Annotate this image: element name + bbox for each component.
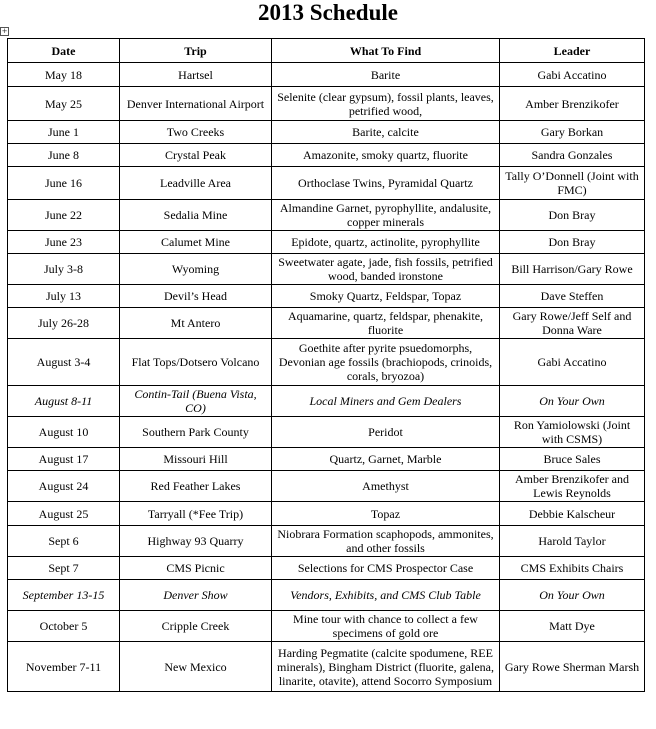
cell-trip: Contin-Tail (Buena Vista, CO) [120,386,272,417]
cell-what-to-find: Smoky Quartz, Feldspar, Topaz [272,285,500,308]
cell-what-to-find: Quartz, Garnet, Marble [272,448,500,471]
cell-what-to-find: Peridot [272,417,500,448]
cell-trip: Hartsel [120,63,272,87]
cell-date: July 13 [8,285,120,308]
cell-leader: Amber Brenzikofer and Lewis Reynolds [500,471,645,502]
column-header-trip: Trip [120,39,272,63]
cell-date: August 24 [8,471,120,502]
cell-date: September 13-15 [8,580,120,611]
cell-leader: Harold Taylor [500,526,645,557]
table-row [8,580,645,611]
cell-date: July 3-8 [8,254,120,285]
header-row [8,39,645,63]
cell-what-to-find: Aquamarine, quartz, feldspar, phenakite, fluorite [272,308,500,339]
cell-leader: Debbie Kalscheur [500,502,645,526]
cell-date: May 25 [8,87,120,121]
cell-what-to-find: Sweetwater agate, jade, fish fossils, petrified wood, banded ironstone [272,254,500,285]
cell-leader: Tally O’Donnell (Joint with FMC) [500,167,645,200]
cell-leader: On Your Own [500,580,645,611]
cell-trip: Cripple Creek [120,611,272,642]
cell-leader: CMS Exhibits Chairs [500,557,645,580]
table-row [8,285,645,308]
table-row [8,339,645,386]
cell-what-to-find: Local Miners and Gem Dealers [272,386,500,417]
cell-date: May 18 [8,63,120,87]
cell-leader: Gary Rowe Sherman Marsh [500,642,645,692]
cell-trip: Crystal Peak [120,144,272,167]
table-row [8,121,645,144]
cell-date: August 3-4 [8,339,120,386]
cell-leader: Dave Steffen [500,285,645,308]
cell-trip: Red Feather Lakes [120,471,272,502]
cell-trip: Two Creeks [120,121,272,144]
table-row [8,448,645,471]
cell-trip: Southern Park County [120,417,272,448]
table-row [8,63,645,87]
cell-leader: Bruce Sales [500,448,645,471]
table-row [8,167,645,200]
schedule-table [7,38,645,692]
cell-what-to-find: Orthoclase Twins, Pyramidal Quartz [272,167,500,200]
cell-trip: Sedalia Mine [120,200,272,231]
cell-what-to-find: Amazonite, smoky quartz, fluorite [272,144,500,167]
table-row [8,144,645,167]
cell-leader: Ron Yamiolowski (Joint with CSMS) [500,417,645,448]
table-row [8,386,645,417]
cell-leader: Amber Brenzikofer [500,87,645,121]
table-row [8,231,645,254]
cell-trip: Flat Tops/Dotsero Volcano [120,339,272,386]
page-title: 2013 Schedule [258,0,398,25]
cell-trip: Denver International Airport [120,87,272,121]
table-row [8,502,645,526]
cell-what-to-find: Topaz [272,502,500,526]
cell-date: November 7-11 [8,642,120,692]
cell-trip: Devil’s Head [120,285,272,308]
cell-leader: Matt Dye [500,611,645,642]
cell-what-to-find: Amethyst [272,471,500,502]
cell-trip: CMS Picnic [120,557,272,580]
cell-leader: Gabi Accatino [500,339,645,386]
cell-what-to-find: Barite [272,63,500,87]
cell-date: June 1 [8,121,120,144]
cell-trip: Wyoming [120,254,272,285]
column-header-what-to-find: What To Find [272,39,500,63]
cell-date: July 26-28 [8,308,120,339]
cell-date: August 25 [8,502,120,526]
cell-date: October 5 [8,611,120,642]
cell-leader: Don Bray [500,200,645,231]
table-row [8,642,645,692]
cell-trip: New Mexico [120,642,272,692]
column-header-leader: Leader [500,39,645,63]
cell-date: August 8-11 [8,386,120,417]
cell-trip: Calumet Mine [120,231,272,254]
table-row [8,611,645,642]
cell-what-to-find: Selenite (clear gypsum), fossil plants, leaves, petrified wood, [272,87,500,121]
cell-date: June 23 [8,231,120,254]
table-row [8,254,645,285]
cell-what-to-find: Epidote, quartz, actinolite, pyrophyllite [272,231,500,254]
cell-leader: Bill Harrison/Gary Rowe [500,254,645,285]
cell-what-to-find: Niobrara Formation scaphopods, ammonites, and other fossils [272,526,500,557]
cell-trip: Leadville Area [120,167,272,200]
cell-leader: Gary Rowe/Jeff Self and Donna Ware [500,308,645,339]
table-row [8,471,645,502]
cell-date: June 8 [8,144,120,167]
cell-leader: On Your Own [500,386,645,417]
cell-what-to-find: Selections for CMS Prospector Case [272,557,500,580]
table-row [8,557,645,580]
cell-trip: Tarryall (*Fee Trip) [120,502,272,526]
table-row [8,308,645,339]
cell-date: August 10 [8,417,120,448]
table-row [8,200,645,231]
cell-leader: Gary Borkan [500,121,645,144]
cell-what-to-find: Harding Pegmatite (calcite spodumene, REE minerals), Bingham District (fluorite, galena, linarite, otavite), attend Socorro Symposium [272,642,500,692]
cell-what-to-find: Almandine Garnet, pyrophyllite, andalusite, copper minerals [272,200,500,231]
cell-what-to-find: Goethite after pyrite psuedomorphs, Devonian age fossils (brachiopods, crinoids, corals, bryozoa) [272,339,500,386]
cell-date: Sept 7 [8,557,120,580]
column-header-date: Date [8,39,120,63]
cell-what-to-find: Mine tour with chance to collect a few specimens of gold ore [272,611,500,642]
cell-what-to-find: Vendors, Exhibits, and CMS Club Table [272,580,500,611]
cell-trip: Mt Antero [120,308,272,339]
cell-date: August 17 [8,448,120,471]
cell-date: June 22 [8,200,120,231]
table-move-handle-icon[interactable]: + [1,27,8,35]
cell-date: June 16 [8,167,120,200]
cell-date: Sept 6 [8,526,120,557]
cell-leader: Sandra Gonzales [500,144,645,167]
table-row [8,417,645,448]
cell-what-to-find: Barite, calcite [272,121,500,144]
cell-trip: Denver Show [120,580,272,611]
table-row [8,87,645,121]
cell-leader: Gabi Accatino [500,63,645,87]
table-row [8,526,645,557]
cell-trip: Highway 93 Quarry [120,526,272,557]
cell-trip: Missouri Hill [120,448,272,471]
cell-leader: Don Bray [500,231,645,254]
